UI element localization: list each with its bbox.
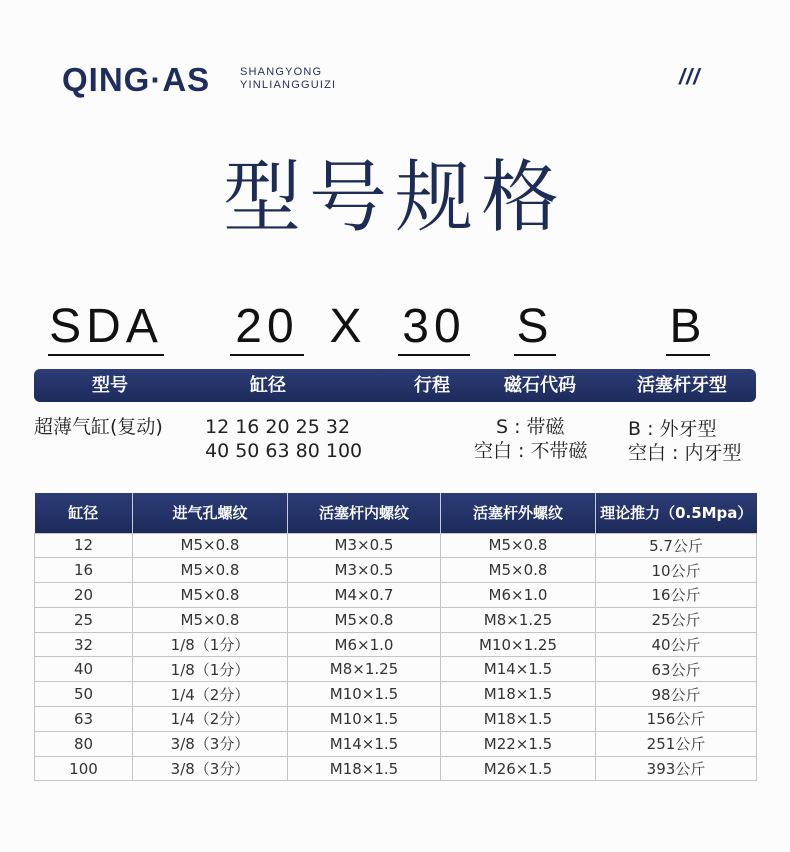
- table-row: [35, 607, 757, 632]
- desc-thread-line2: 空白 : 内牙型: [628, 442, 742, 464]
- table-row: [35, 707, 757, 732]
- col-inlet-thread: 进气孔螺纹: [133, 493, 288, 533]
- header-stroke: 行程: [414, 375, 450, 396]
- cell-thrust: 251公斤: [596, 731, 757, 756]
- code-separator: X: [329, 300, 367, 353]
- cell-inlet-thread: M5×0.8: [133, 533, 288, 558]
- table-row: [35, 533, 757, 558]
- code-series: SDA: [48, 298, 164, 356]
- header-model: 型号: [92, 375, 128, 396]
- table-row: [35, 731, 757, 756]
- table-row: [35, 558, 757, 583]
- desc-bores-line1: 12 16 20 25 32: [205, 416, 351, 438]
- cell-bore: 100: [35, 756, 133, 781]
- col-rod-outer-thread: 活塞杆外螺纹: [441, 493, 596, 533]
- header-bore: 缸径: [250, 375, 286, 396]
- cell-bore: 16: [35, 558, 133, 583]
- table-row: [35, 657, 757, 682]
- spec-table: [34, 493, 757, 781]
- cell-rod-outer-thread: M18×1.5: [441, 707, 596, 732]
- cell-bore: 63: [35, 707, 133, 732]
- cell-rod-outer-thread: M5×0.8: [441, 533, 596, 558]
- brand-logo: QING·AS: [62, 61, 211, 98]
- cell-rod-inner-thread: M18×1.5: [288, 756, 441, 781]
- table-row: [35, 682, 757, 707]
- page-title: 型号规格: [222, 153, 567, 243]
- code-stroke: 30: [398, 298, 470, 356]
- cell-rod-outer-thread: M22×1.5: [441, 731, 596, 756]
- code-bore: 20: [230, 298, 304, 356]
- cell-thrust: 40公斤: [596, 632, 757, 657]
- cell-thrust: 393公斤: [596, 756, 757, 781]
- cell-inlet-thread: M5×0.8: [133, 558, 288, 583]
- cell-inlet-thread: 3/8（3分）: [133, 731, 288, 756]
- code-magnet: S: [514, 298, 556, 356]
- header-magnet: 磁石代码: [504, 375, 576, 396]
- cell-rod-outer-thread: M10×1.25: [441, 632, 596, 657]
- cell-thrust: 10公斤: [596, 558, 757, 583]
- code-thread: B: [666, 298, 710, 356]
- cell-rod-inner-thread: M4×0.7: [288, 583, 441, 608]
- cell-bore: 50: [35, 682, 133, 707]
- cell-rod-inner-thread: M8×1.25: [288, 657, 441, 682]
- cell-thrust: 25公斤: [596, 607, 757, 632]
- cell-inlet-thread: M5×0.8: [133, 607, 288, 632]
- cell-rod-outer-thread: M6×1.0: [441, 583, 596, 608]
- cell-bore: 32: [35, 632, 133, 657]
- cell-rod-outer-thread: M5×0.8: [441, 558, 596, 583]
- brand-subtitle-line1: SHANGYONG: [240, 66, 323, 78]
- desc-model: 超薄气缸(复动): [34, 416, 163, 438]
- cell-thrust: 156公斤: [596, 707, 757, 732]
- cell-rod-outer-thread: M14×1.5: [441, 657, 596, 682]
- header-thread: 活塞杆牙型: [637, 375, 727, 396]
- cell-bore: 40: [35, 657, 133, 682]
- decorative-slashes: ///: [679, 64, 701, 89]
- brand-subtitle-line2: YINLIANGGUIZI: [240, 79, 337, 91]
- cell-rod-inner-thread: M14×1.5: [288, 731, 441, 756]
- table-header-row: [35, 493, 757, 533]
- cell-thrust: 5.7公斤: [596, 533, 757, 558]
- col-bore: 缸径: [35, 493, 133, 533]
- cell-rod-outer-thread: M26×1.5: [441, 756, 596, 781]
- cell-inlet-thread: 1/4（2分）: [133, 707, 288, 732]
- cell-rod-inner-thread: M3×0.5: [288, 558, 441, 583]
- col-theoretical-thrust: 理论推力（0.5Mpa）: [596, 493, 757, 533]
- cell-thrust: 16公斤: [596, 583, 757, 608]
- cell-inlet-thread: 1/8（1分）: [133, 657, 288, 682]
- model-header-bar: [34, 369, 756, 402]
- cell-rod-inner-thread: M10×1.5: [288, 707, 441, 732]
- cell-rod-outer-thread: M8×1.25: [441, 607, 596, 632]
- cell-bore: 20: [35, 583, 133, 608]
- table-row: [35, 583, 757, 608]
- cell-bore: 80: [35, 731, 133, 756]
- table-row: [35, 632, 757, 657]
- cell-inlet-thread: 1/8（1分）: [133, 632, 288, 657]
- cell-thrust: 63公斤: [596, 657, 757, 682]
- brand-subtitle: [240, 66, 336, 92]
- desc-bores-line2: 40 50 63 80 100: [205, 440, 363, 462]
- table-row: [35, 756, 757, 781]
- cell-rod-inner-thread: M10×1.5: [288, 682, 441, 707]
- cell-rod-inner-thread: M5×0.8: [288, 607, 441, 632]
- cell-bore: 25: [35, 607, 133, 632]
- col-rod-inner-thread: 活塞杆内螺纹: [288, 493, 441, 533]
- desc-magnet-line1: S : 带磁: [496, 416, 565, 438]
- cell-rod-inner-thread: M3×0.5: [288, 533, 441, 558]
- cell-rod-outer-thread: M18×1.5: [441, 682, 596, 707]
- cell-inlet-thread: M5×0.8: [133, 583, 288, 608]
- desc-magnet-line2: 空白 : 不带磁: [474, 440, 588, 462]
- cell-inlet-thread: 1/4（2分）: [133, 682, 288, 707]
- cell-thrust: 98公斤: [596, 682, 757, 707]
- cell-inlet-thread: 3/8（3分）: [133, 756, 288, 781]
- cell-bore: 12: [35, 533, 133, 558]
- desc-thread-line1: B : 外牙型: [628, 418, 717, 440]
- cell-rod-inner-thread: M6×1.0: [288, 632, 441, 657]
